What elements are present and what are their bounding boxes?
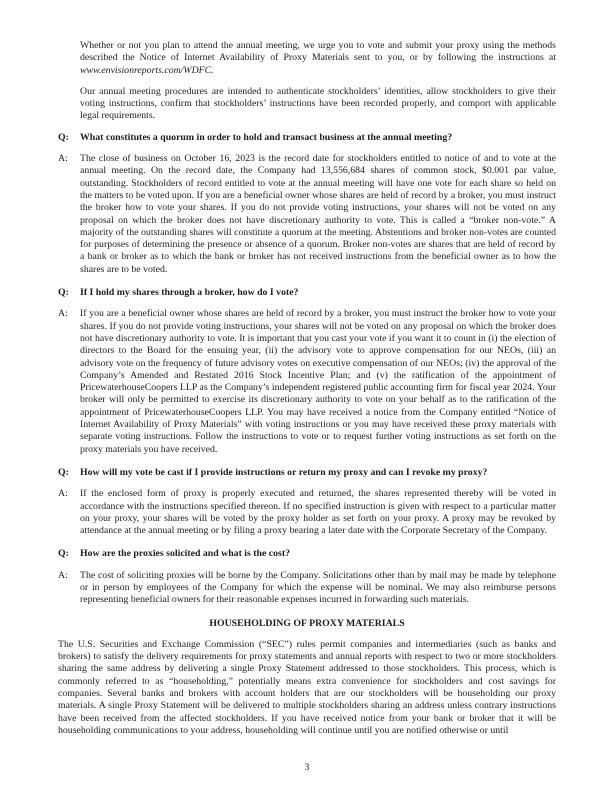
- qa-item-3-answer-row: [58, 488, 556, 537]
- qa-item-2-answer-row: [58, 308, 556, 456]
- question-text: How are the proxies solicited and what is the cost?: [80, 548, 290, 560]
- proxy-website-url: www.envisionreports.com/WDFC.: [80, 64, 214, 76]
- question-text: How will my vote be cast if I provide instructions or return my proxy and can I revoke my proxy?: [80, 466, 488, 478]
- answer-label: A:: [58, 308, 68, 320]
- question-text: What constitutes a quorum in order to hold and transact business at the annual meeting?: [80, 131, 453, 143]
- question-text: If I hold my shares through a broker, how do I vote?: [80, 287, 299, 299]
- qa-item-2-question-row: [58, 287, 556, 299]
- intro-paragraph-1: [80, 40, 556, 77]
- qa-item-3-question-row: [58, 467, 556, 479]
- answer-text: If you are a beneficial owner whose shares are held of record by a broker, you must instruct the broker how to vote your shares. If you do not provide voting instructions, your shares will not be voted on any proposal on which the broker does not have discretionary authority to vote. It is important that you cast your vote if you want it to count in (i) the election of directors to the Board for the ensuing year, (ii) the advisory vote to approve compensation for our NEOs, (iii) an advisory vote on the frequency of future advisory votes on executive compensation of our NEOs; (iv) the approval of the Company’s Amended and Restated 2016 Stock Incentive Plan; and (v) the ratification of the appointment of PricewaterhouseCoopers LLP as the Company’s independent registered public accounting firm for fiscal year 2024. Your broker will only be permitted to exercise its discretionary authority to vote on your behalf as to the ratification of the appointment of PricewaterhouseCoopers LLP. You may have received a notice from the Company entitled “Notice of Internet Availability of Proxy Materials” with voting instructions or you may have received these proxy materials with separate voting instructions. Follow the instructions to vote or to request further voting instructions as set forth on the proxy materials you have received.: [80, 308, 556, 455]
- answer-text: If the enclosed form of proxy is properly executed and returned, the shares represented thereby will be voted in accordance with the instructions specified thereon. If no specified instruction is given with respect to a particular matter on your proxy, your shares will be voted by the proxy holder as set forth on your proxy. A proxy may be revoked by attendance at the annual meeting or by filing a proxy bearing a later date with the Corporate Secretary of the Company.: [80, 488, 556, 537]
- qa-item-1-question-row: [58, 132, 556, 144]
- question-label: Q:: [58, 548, 69, 560]
- answer-label: A:: [58, 488, 68, 500]
- section-heading: HOUSEHOLDING OF PROXY MATERIALS: [209, 617, 405, 629]
- householding-paragraph: The U.S. Securities and Exchange Commission (“SEC”) rules permit companies and intermediaries (such as banks and brokers) to satisfy the delivery requirements for proxy statements and annual reports with respect to two or more stockholders sharing the same address by delivering a single Proxy Statement addressed to those stockholders. This process, which is commonly referred to as “householding,” potentially means extra convenience for stockholders and cost savings for companies. Several banks and brokers with account holders that are our stockholders will be householding our proxy materials. A single Proxy Statement will be delivered to multiple stockholders sharing an address unless contrary instructions have been received from the affected stockholders. If you have received notice from your bank or broker that it will be householding communications to your address, householding will continue until you are notified otherwise or until: [58, 638, 556, 736]
- intro-paragraph-2: Our annual meeting procedures are intended to authenticate stockholders’ identities, allow stockholders to give their voting instructions, confirm that stockholders’ instructions have been recorded properly, and comport with applicable legal requirements.: [80, 85, 556, 122]
- answer-text: The close of business on October 16, 2023 is the record date for stockholders entitled to notice of and to vote at the annual meeting. On the record date, the Company had 13,556,684 shares of common stock, $0.001 par value, outstanding. Stockholders of record entitled to vote at the annual meeting will have one vote for each share so held on the matters to be voted upon. If you are a beneficial owner whose shares are held of record by a broker, you must instruct the broker how to vote your shares. If you do not provide voting instructions, your shares will not be voted on any proposal on which the broker does not have discretionary authority to vote. This is called a “broker non-vote.” A majority of the outstanding shares will constitute a quorum at the meeting. Abstentions and broker non-votes are counted for purposes of determining the presence or absence of a quorum. Broker non-votes are shares that are held of record by a bank or broker as to which the bank or broker has not received instructions from the beneficial owner as to how the shares are to be voted.: [80, 153, 556, 275]
- question-label: Q:: [58, 466, 69, 478]
- question-label: Q:: [58, 287, 69, 299]
- answer-text: The cost of soliciting proxies will be borne by the Company. Solicitations other than by mail may be made by telephone or in person by employees of the Company for which the expense will be nominal. We may also reimburse persons representing beneficial owners for their reasonable expenses incurred in forwarding such materials.: [80, 569, 556, 606]
- qa-item-1-answer-row: [58, 153, 556, 276]
- question-label: Q:: [58, 131, 69, 143]
- answer-label: A:: [58, 569, 68, 581]
- answer-label: A:: [58, 153, 68, 165]
- intro-paragraph-1-text: Whether or not you plan to attend the annual meeting, we urge you to vote and submit your proxy using the methods described the Notice of Internet Availability of Proxy Materials sent to you, or by following the instructions at: [80, 40, 556, 64]
- qa-item-4-answer-row: [58, 570, 556, 607]
- page-number: 3: [304, 761, 310, 773]
- qa-item-4-question-row: [58, 548, 556, 560]
